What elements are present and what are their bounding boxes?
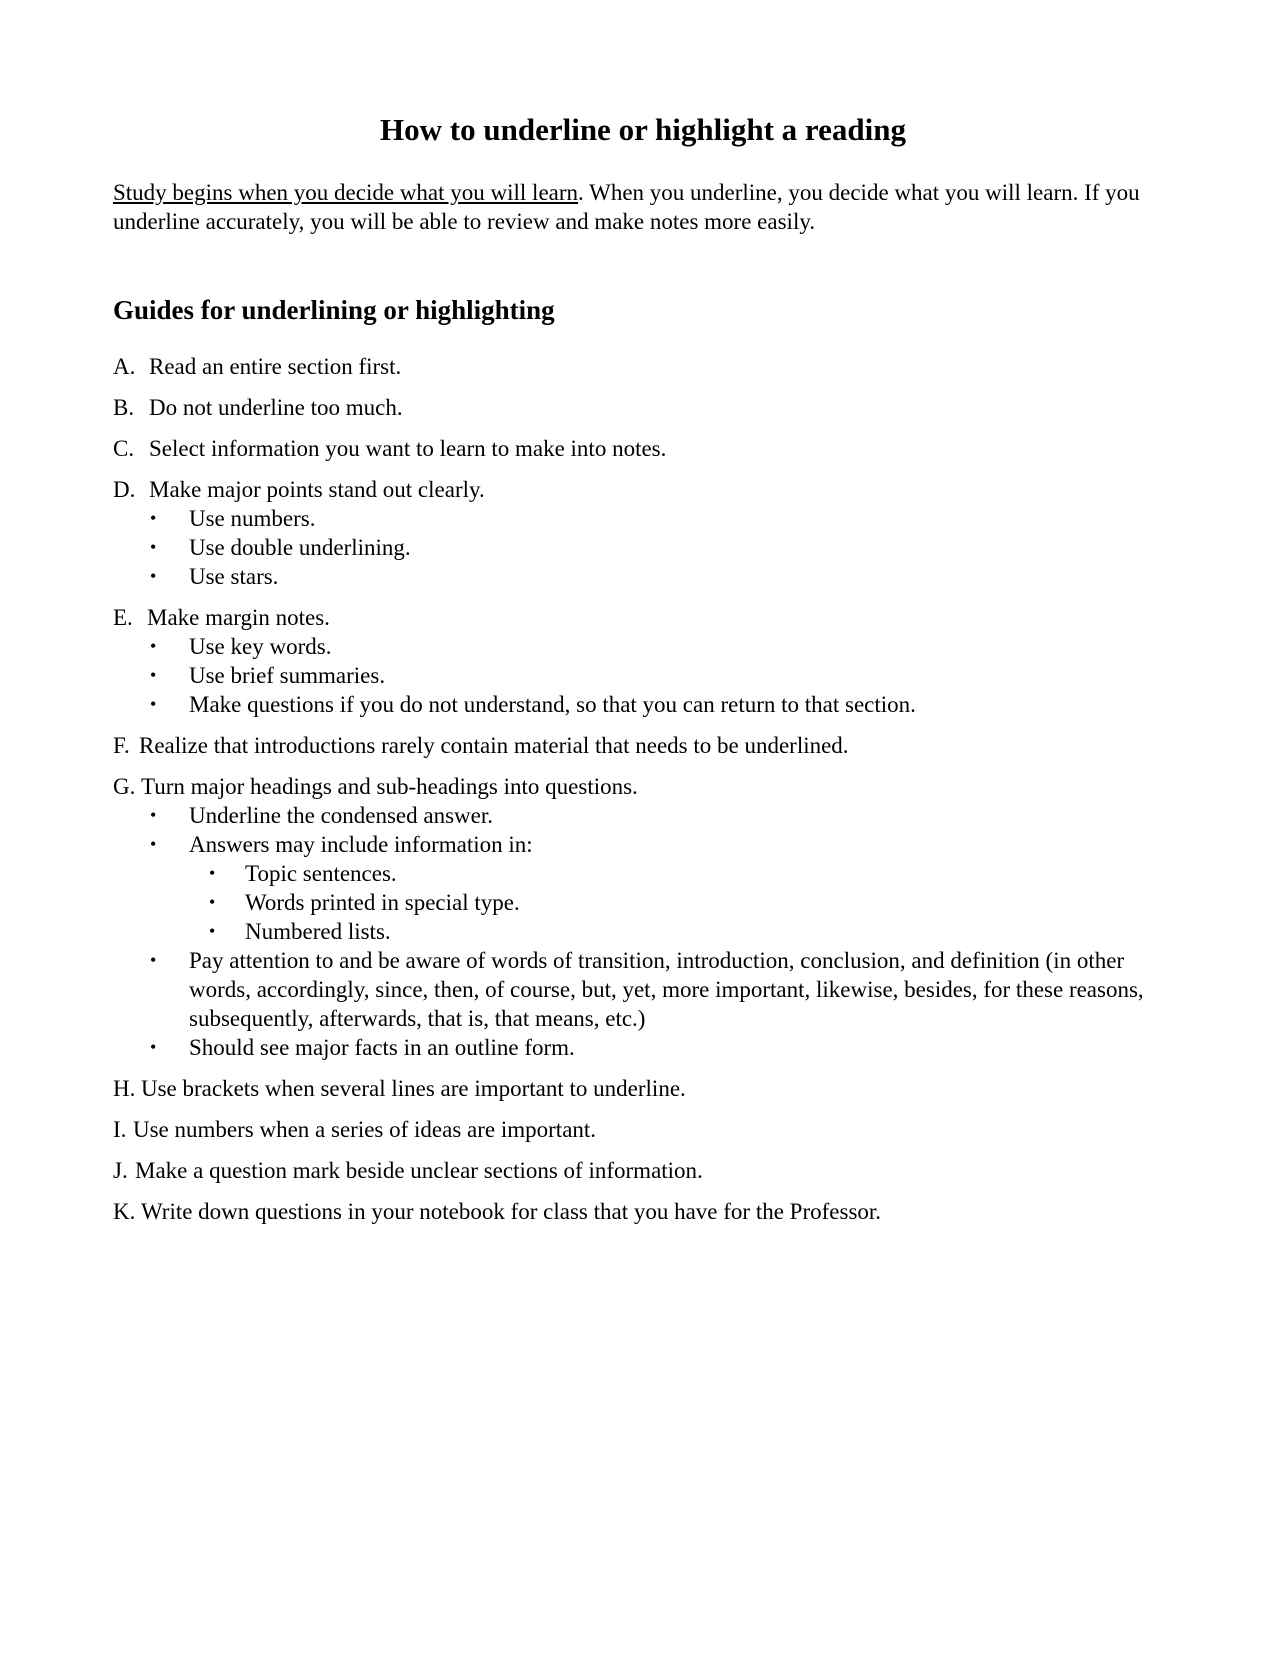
sub-list-item: • Words printed in special type.	[189, 888, 1173, 917]
guide-letter: C.	[113, 436, 135, 461]
guide-text: Realize that introductions rarely contain material that needs to be underlined.	[139, 733, 849, 758]
guide-item-j	[113, 1156, 1173, 1185]
guide-letter: I.	[113, 1117, 127, 1142]
intro-underlined-text: Study begins when you decide what you will learn	[113, 180, 579, 205]
guide-text: Write down questions in your notebook for class that you have for the Professor.	[141, 1199, 882, 1224]
sub-list-item: • Numbered lists.	[189, 917, 1173, 946]
guide-item-k	[113, 1197, 1173, 1226]
guides-list	[113, 352, 1173, 1238]
list-item: • Use key words.	[113, 632, 1173, 661]
guide-item-h	[113, 1074, 1173, 1103]
guide-text: Make major points stand out clearly.	[149, 477, 485, 502]
guide-text: Make a question mark beside unclear sections of information.	[135, 1158, 703, 1183]
bullet-list	[113, 801, 1173, 1062]
bullet-list	[113, 504, 1173, 591]
intro-text: . When you underline, you decide what you will learn. If you underline accurately, you will be able to review and make notes more easily.	[113, 180, 1140, 234]
guide-letter: K.	[113, 1199, 136, 1224]
guide-text: Use brackets when several lines are important to underline.	[141, 1076, 686, 1101]
guide-item-e	[113, 603, 1173, 719]
guide-text: Turn major headings and sub-headings into questions.	[141, 774, 638, 799]
guide-letter: J.	[113, 1158, 128, 1183]
guide-letter: G.	[113, 774, 136, 799]
guide-item-g	[113, 772, 1173, 1062]
guide-item-c	[113, 434, 1173, 463]
list-item: • Use numbers.	[113, 504, 1173, 533]
section-heading: Guides for underlining or highlighting	[113, 295, 555, 325]
guide-text: Read an entire section first.	[149, 354, 402, 379]
list-item	[113, 830, 1173, 946]
guide-letter: B.	[113, 395, 135, 420]
guide-item-d	[113, 475, 1173, 591]
list-item: • Pay attention to and be aware of words of transition, introduction, conclusion, and definition (in other words, accordingly, since, then, of course, but, yet, more important, likewise, besides, for these reasons, subsequently, afterwards, that is, that means, etc.)	[113, 946, 1173, 1033]
list-item: • Use stars.	[113, 562, 1173, 591]
list-item: • Underline the condensed answer.	[113, 801, 1173, 830]
guide-text: Use numbers when a series of ideas are important.	[133, 1117, 597, 1142]
guide-item-f	[113, 731, 1173, 760]
list-item: • Use brief summaries.	[113, 661, 1173, 690]
guide-letter: A.	[113, 354, 136, 379]
guide-letter: H.	[113, 1076, 136, 1101]
intro-paragraph	[113, 178, 1173, 236]
sub-list-item: • Topic sentences.	[189, 859, 1173, 888]
list-item: • Make questions if you do not understand, so that you can return to that section.	[113, 690, 1173, 719]
list-item: • Use double underlining.	[113, 533, 1173, 562]
guide-item-b	[113, 393, 1173, 422]
list-item: • Should see major facts in an outline form.	[113, 1033, 1173, 1062]
page-title: How to underline or highlight a reading	[380, 112, 906, 147]
sub-bullet-list	[189, 859, 1173, 946]
guide-item-a	[113, 352, 1173, 381]
list-item-text: Answers may include information in:	[189, 832, 533, 857]
guide-letter: F.	[113, 733, 130, 758]
guide-text: Do not underline too much.	[149, 395, 403, 420]
guide-text: Select information you want to learn to make into notes.	[149, 436, 667, 461]
bullet-list	[113, 632, 1173, 719]
guide-item-i	[113, 1115, 1173, 1144]
guide-letter: D.	[113, 477, 136, 502]
guide-text: Make margin notes.	[147, 605, 330, 630]
guide-letter: E.	[113, 605, 133, 630]
